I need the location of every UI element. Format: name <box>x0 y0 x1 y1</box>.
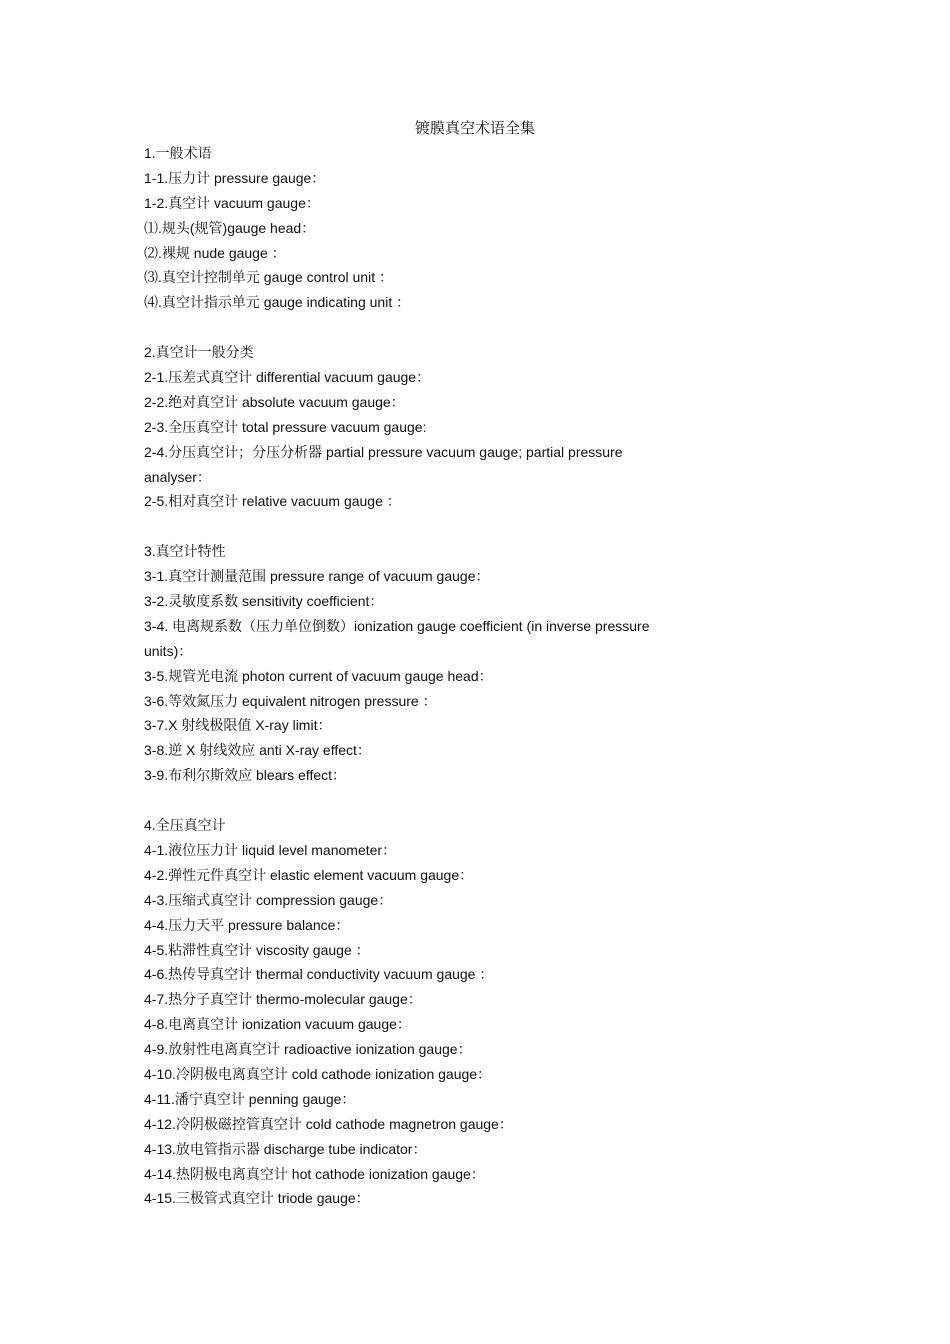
term-line: 4-11.潘宁真空计 penning gauge： <box>144 1090 356 1107</box>
term-line: 2-4.分压真空计；分压分析器 partial pressure vacuum gauge; partial pressure <box>144 443 623 460</box>
term-line: ⑴.规头(规管)gauge head： <box>144 219 316 236</box>
term-line: 1-2.真空计 vacuum gauge： <box>144 194 320 211</box>
term-line: ⑵.裸规 nude gauge ： <box>144 244 286 261</box>
section-heading: 4.全压真空计 <box>144 817 226 834</box>
section-heading: 2.真空计一般分类 <box>144 344 254 361</box>
term-line: 2-5.相对真空计 relative vacuum gauge ： <box>144 493 401 510</box>
term-line: 4-10.冷阴极电离真空计 cold cathode ionization gauge： <box>144 1065 492 1082</box>
document-body <box>144 141 734 1211</box>
term-line: 3-1.真空计测量范围 pressure range of vacuum gauge： <box>144 568 490 585</box>
term-line: 3-2.灵敏度系数 sensitivity coefficient： <box>144 593 384 610</box>
term-line: 4-2.弹性元件真空计 elastic element vacuum gauge： <box>144 866 474 883</box>
term-line: ⑶.真空计控制单元 gauge control unit ： <box>144 269 393 286</box>
blank-line <box>144 514 734 539</box>
term-line: 4-5.粘滞性真空计 viscosity gauge ： <box>144 941 370 958</box>
term-line: 4-1.液位压力计 liquid level manometer： <box>144 841 397 858</box>
term-line: 4-3.压缩式真空计 compression gauge： <box>144 891 393 908</box>
term-line: ⑷.真空计指示单元 gauge indicating unit ： <box>144 294 411 311</box>
term-line: 4-9.放射性电离真空计 radioactive ionization gauge： <box>144 1041 472 1058</box>
term-line: 4-14.热阴极电离真空计 hot cathode ionization gauge： <box>144 1165 485 1182</box>
term-line: 2-2.绝对真空计 absolute vacuum gauge： <box>144 393 405 410</box>
term-line: 4-12.冷阴极磁控管真空计 cold cathode magnetron gauge： <box>144 1115 513 1132</box>
term-line: 3-7.X 射线极限值 X-ray limit： <box>144 717 332 734</box>
section-heading: 1.一般术语 <box>144 145 212 161</box>
term-line: 1-1.压力计 pressure gauge： <box>144 169 326 186</box>
term-line: 3-6.等效氮压力 equivalent nitrogen pressure ： <box>144 692 437 709</box>
term-line: 2-1.压差式真空计 differential vacuum gauge： <box>144 369 431 386</box>
term-line: 3-5.规管光电流 photon current of vacuum gauge head： <box>144 667 493 684</box>
term-line: units)： <box>144 642 193 659</box>
term-line: 4-8.电离真空计 ionization vacuum gauge： <box>144 1016 411 1033</box>
section-heading: 3.真空计特性 <box>144 543 226 560</box>
term-line: 4-7.热分子真空计 thermo-molecular gauge： <box>144 991 422 1008</box>
term-line: 4-6.热传导真空计 thermal conductivity vacuum gauge ： <box>144 966 494 983</box>
blank-line <box>144 315 734 340</box>
term-line: 3-9.布利尔斯效应 blears effect： <box>144 767 347 784</box>
term-line: 2-3.全压真空计 total pressure vacuum gauge: <box>144 418 427 435</box>
term-line: 3-4. 电离规系数（压力单位倒数）ionization gauge coefficient (in inverse pressure <box>144 617 650 634</box>
blank-line <box>144 788 734 813</box>
term-line: analyser： <box>144 468 211 485</box>
term-line: 4-13.放电管指示器 discharge tube indicator： <box>144 1140 427 1157</box>
term-line: 4-15.三极管式真空计 triode gauge： <box>144 1190 370 1207</box>
term-line: 3-8.逆 X 射线效应 anti X-ray effect： <box>144 742 371 759</box>
term-line: 4-4.压力天平 pressure balance： <box>144 916 350 933</box>
document-title: 镀膜真空术语全集 <box>414 119 535 137</box>
